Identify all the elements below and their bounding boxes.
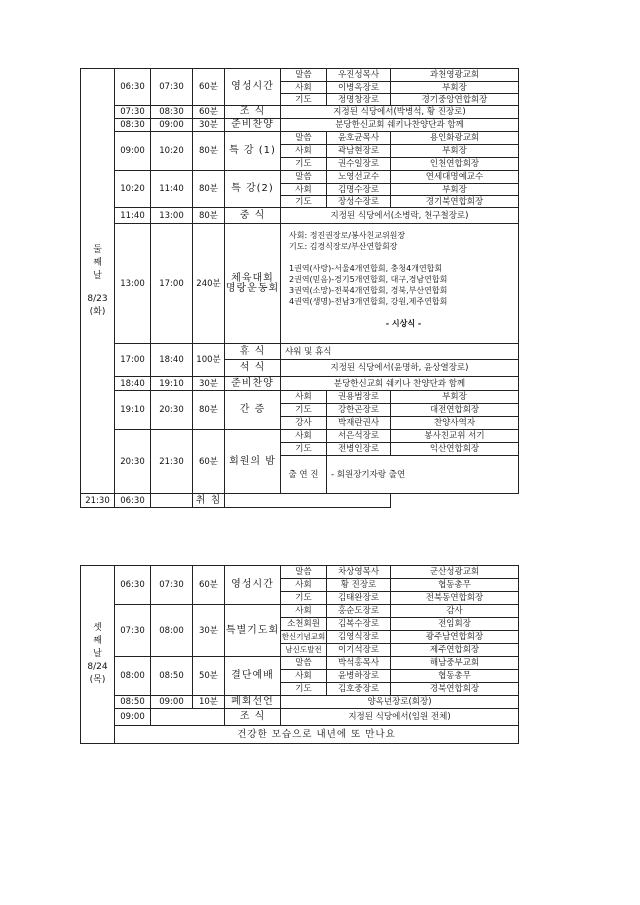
duration: 30분 — [193, 605, 225, 657]
role: 기도 — [281, 683, 327, 696]
affiliation: 인천연합회장 — [391, 158, 519, 171]
start-time: 08:00 — [115, 657, 151, 696]
team-zone: 3권역(소망)-전북4개연합회, 경북,부산연합회 — [289, 286, 448, 295]
activity: 조 식 — [225, 709, 281, 726]
activity-detail: 양옥년장로(회장) — [281, 696, 519, 709]
person: 곽남현장로 — [327, 145, 391, 158]
start-time: 06:30 — [115, 566, 151, 605]
person: 윤병하장로 — [327, 670, 391, 683]
person: 김호중장로 — [327, 683, 391, 696]
affiliation: 찬양사역자 — [391, 417, 519, 430]
affiliation: 부회장 — [391, 145, 519, 158]
closing-message: 건강한 모습으로 내년에 또 만나요 — [115, 726, 519, 744]
person: 윤호균목사 — [327, 132, 391, 145]
affiliation: 부회장 — [391, 184, 519, 196]
activity: 결단예배 — [225, 657, 281, 696]
end-time: 09:00 — [151, 119, 193, 132]
end-time: 08:30 — [151, 106, 193, 119]
role: 기도 — [281, 404, 327, 417]
role: 기도 — [281, 443, 327, 456]
person: 김영식장로 — [327, 631, 391, 644]
start-time: 20:30 — [115, 430, 151, 494]
person: 박석홍목사 — [327, 657, 391, 670]
affiliation: 협동총무 — [391, 579, 519, 592]
end-time: 20:30 — [151, 391, 193, 430]
affiliation: 해남중부교회 — [391, 657, 519, 670]
role: 사회 — [281, 82, 327, 94]
person: 강한곤장로 — [327, 404, 391, 417]
affiliation: 군산성광교회 — [391, 566, 519, 579]
affiliation: 감사 — [391, 605, 519, 618]
activity: 영성시간 — [225, 69, 281, 106]
person: 우진성목사 — [327, 69, 391, 82]
award-ceremony: - 시상식 - — [385, 319, 422, 328]
affiliation: 경북연합회장 — [391, 683, 519, 696]
person: 김태완장로 — [327, 592, 391, 605]
affiliation: 연세대명예교수 — [391, 171, 519, 184]
role: 말씀 — [281, 132, 327, 145]
performers-label: 출 연 진 — [281, 456, 327, 494]
role: 사회 — [281, 391, 327, 404]
duration: 80분 — [193, 132, 225, 171]
end-time: 18:40 — [151, 344, 193, 377]
end-time: 11:40 — [151, 171, 193, 208]
activity: 영성시간 — [225, 566, 281, 605]
person: 김명수장로 — [327, 184, 391, 196]
end-time: 17:00 — [151, 224, 193, 344]
affiliation: 전북동연합회장 — [391, 592, 519, 605]
affiliation: 경기북연합회장 — [391, 196, 519, 208]
start-time: 21:30 — [81, 494, 115, 508]
sports-event-detail — [281, 224, 519, 344]
start-time: 19:10 — [115, 391, 151, 430]
affiliation: 용인화광교회 — [391, 132, 519, 145]
duration: 60분 — [193, 566, 225, 605]
person: 황 진장로 — [327, 579, 391, 592]
duration: 80분 — [193, 208, 225, 224]
duration: 10분 — [193, 696, 225, 709]
person: 정명창장로 — [327, 94, 391, 106]
team-zone: 2권역(믿음)-경기5개연합회, 대구,경남연합회 — [289, 275, 448, 284]
end-time: 19:10 — [151, 377, 193, 391]
start-time: 07:30 — [115, 605, 151, 657]
day3-label: 셋 째 날 8/24 (목) — [81, 566, 115, 744]
start-time: 08:50 — [115, 696, 151, 709]
end-time: 13:00 — [151, 208, 193, 224]
role: 남신도발전 — [281, 644, 327, 657]
person: 권용범장로 — [327, 391, 391, 404]
activity-detail: 지정된 식당에서(임원 전체) — [281, 709, 519, 726]
event-prayer: 기도: 김경식장로/부산연합회장 — [289, 242, 398, 251]
duration: 60분 — [193, 106, 225, 119]
start-time: 09:00 — [115, 709, 151, 726]
role: 사회 — [281, 579, 327, 592]
activity: 간 증 — [225, 391, 281, 430]
affiliation: 익산연합회장 — [391, 443, 519, 456]
start-time: 09:00 — [115, 132, 151, 171]
affiliation: 전임회장 — [391, 618, 519, 631]
start-time: 13:00 — [115, 224, 151, 344]
duration: 80분 — [193, 171, 225, 208]
team-zone: 1권역(사랑)-서울4개연합회, 충청4개연합회 — [289, 264, 443, 273]
role: 사회 — [281, 430, 327, 443]
person: 홍순도장로 — [327, 605, 391, 618]
start-time: 10:20 — [115, 171, 151, 208]
activity: 특 강 (1) — [225, 132, 281, 171]
activity: 특별기도회 — [225, 605, 281, 657]
role: 기도 — [281, 592, 327, 605]
end-time: 07:30 — [151, 566, 193, 605]
activity: 중 식 — [225, 208, 281, 224]
performers-detail: - 회원장기자랑 출연 — [327, 456, 519, 494]
start-time: 06:30 — [115, 69, 151, 106]
role: 사회 — [281, 145, 327, 158]
activity-detail: 지정된 식당에서(소병락, 천구철장로) — [281, 208, 519, 224]
activity: 조 식 — [225, 106, 281, 119]
start-time: 11:40 — [115, 208, 151, 224]
role: 말씀 — [281, 171, 327, 184]
person: 박재란권사 — [327, 417, 391, 430]
role: 기도 — [281, 196, 327, 208]
start-time: 08:30 — [115, 119, 151, 132]
person: 전병인장로 — [327, 443, 391, 456]
activity-detail: 지정된 식당에서(박병석, 황 진장로) — [281, 106, 519, 119]
activity: 준비찬양 — [225, 119, 281, 132]
start-time: 17:00 — [115, 344, 151, 377]
role: 말씀 — [281, 69, 327, 82]
duration: 60분 — [193, 69, 225, 106]
person: 장성수장로 — [327, 196, 391, 208]
role: 소천회원 — [281, 618, 327, 631]
duration: 240분 — [193, 224, 225, 344]
person: 권수일장로 — [327, 158, 391, 171]
end-time: 09:00 — [151, 696, 193, 709]
affiliation: 대전연합회장 — [391, 404, 519, 417]
end-time: 21:30 — [151, 430, 193, 494]
activity: 회원의 밤 — [225, 430, 281, 494]
role: 강사 — [281, 417, 327, 430]
end-time — [151, 709, 225, 726]
affiliation: 과천영광교회 — [391, 69, 519, 82]
activity-detail: 분당한신교회 쉐키나 찬양단과 함께 — [281, 377, 519, 391]
affiliation: 부회장 — [391, 82, 519, 94]
role: 말씀 — [281, 566, 327, 579]
person: 이병옥장로 — [327, 82, 391, 94]
role: 말씀 — [281, 657, 327, 670]
activity: 폐회선언 — [225, 696, 281, 709]
person: 서은석장로 — [327, 430, 391, 443]
duration: 50분 — [193, 657, 225, 696]
duration: 30분 — [193, 377, 225, 391]
end-time: 08:50 — [151, 657, 193, 696]
activity: 준비찬양 — [225, 377, 281, 391]
end-time: 10:20 — [151, 132, 193, 171]
event-mc: 사회: 정진권장로/봉사친교위원장 — [289, 231, 406, 240]
person: 이기석장로 — [327, 644, 391, 657]
start-time: 18:40 — [115, 377, 151, 391]
duration: 100분 — [193, 344, 225, 377]
activity: 휴 식 — [225, 344, 281, 360]
affiliation: 부회장 — [391, 391, 519, 404]
affiliation: 광주남연합회장 — [391, 631, 519, 644]
activity-detail: 분당한신교회 쉐키나찬양단과 함께 — [281, 119, 519, 132]
start-time: 07:30 — [115, 106, 151, 119]
duration — [151, 494, 193, 508]
role: 사회 — [281, 605, 327, 618]
end-time: 06:30 — [115, 494, 151, 508]
person: 노영선교수 — [327, 171, 391, 184]
duration: 60분 — [193, 430, 225, 494]
affiliation: 봉사친교위 서기 — [391, 430, 519, 443]
activity-detail — [225, 494, 391, 508]
person: 김복수장로 — [327, 618, 391, 631]
activity-detail: 지정된 식당에서(윤명하, 윤상열장로) — [281, 360, 519, 377]
schedule-day3-table — [80, 565, 519, 744]
role: 사회 — [281, 184, 327, 196]
role: 기도 — [281, 94, 327, 106]
activity: 석 식 — [225, 360, 281, 377]
role: 사회 — [281, 670, 327, 683]
affiliation: 협동총무 — [391, 670, 519, 683]
end-time: 07:30 — [151, 69, 193, 106]
activity: 취 침 — [193, 494, 225, 508]
schedule-day2-table — [80, 68, 519, 508]
affiliation: 경기중앙연합회장 — [391, 94, 519, 106]
role: 한신기념교회 — [281, 631, 327, 644]
day2-label: 둘 째 날 8/23 (화) — [81, 69, 115, 494]
team-zone: 4권역(생명)-전남3개연합회, 강원,제주연합회 — [289, 297, 448, 306]
affiliation: 제주연합회장 — [391, 644, 519, 657]
duration: 30분 — [193, 119, 225, 132]
role: 기도 — [281, 158, 327, 171]
person: 차상영목사 — [327, 566, 391, 579]
end-time: 08:00 — [151, 605, 193, 657]
activity: 특 강(2) — [225, 171, 281, 208]
activity: 체육대회 명랑운동회 — [225, 224, 281, 344]
activity-detail: 샤워 및 휴식 — [281, 344, 519, 360]
duration: 80분 — [193, 391, 225, 430]
